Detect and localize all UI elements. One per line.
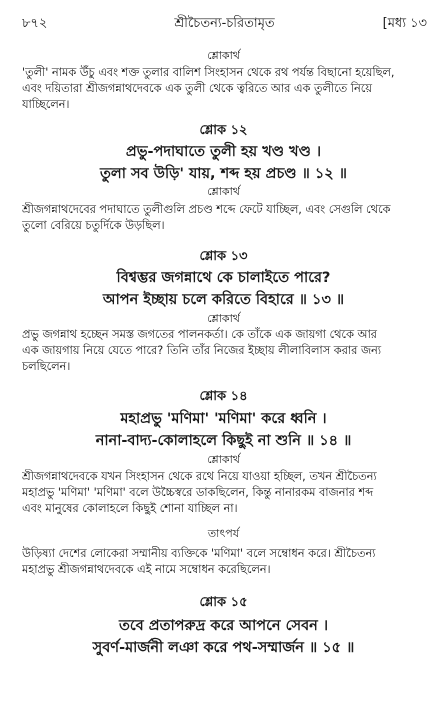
prose-line: 'তুলী' নামক উঁচু এবং শক্ত তুলার বালিশ সিংহাসন থেকে রথ পর্যন্ত বিছানো হয়েছিল, xyxy=(22,66,395,79)
prose-line: শ্রীজগন্নাথদেবকে যখন সিংহাসন থেকে রথে নিয়ে যাওয়া হচ্ছিল, তখন শ্রীচৈতন্য xyxy=(22,470,377,483)
prose-line: মহাপ্রভু শ্রীজগন্নাথদেবকে এই নামে সম্বোধন করেছিলেন। xyxy=(22,563,271,576)
book-title: শ্রীচৈতন্য-চরিতামৃত xyxy=(174,16,275,31)
page-number: ৮৭২ xyxy=(22,16,48,31)
page-header xyxy=(22,14,427,34)
purport-label: তাৎপর্য xyxy=(207,527,240,540)
shloka-heading: শ্লোক ১৫ xyxy=(199,595,248,610)
prose-line: এক জায়গায় নিয়ে যেতে পারে? তিনি তাঁর নিজের ইচ্ছায় লীলাবিলাস করার জন্য xyxy=(22,344,382,357)
translation-label: শ্লোকার্থ xyxy=(207,453,240,466)
shloka-heading: শ্লোক ১৪ xyxy=(199,389,248,404)
translation-label: শ্লোকার্থ xyxy=(207,49,240,62)
prose-line: এবং দয়িতারা শ্রীজগন্নাথদেবকে এক তুলী থেকে ত্বরিতে আর এক তুলীতে নিয়ে xyxy=(22,82,372,95)
verse-line: প্রভু-পদাঘাতে তুলী হয় খণ্ড খণ্ড । xyxy=(125,144,322,160)
prose-line: মহাপ্রভু 'মণিমা' 'মণিমা' বলে উচ্চৈস্বরে ডাকছিলেন, কিন্তু নানারকম বাজনার শব্দ xyxy=(22,486,374,499)
prose-line: শ্রীজগন্নাথদেবের পদাঘাতে তুলীগুলি প্রচণ্ড শব্দে ফেটে যাচ্ছিল, এবং সেগুলি থেকে xyxy=(22,203,391,216)
prose-line: উড়িষ্যা দেশের লোকেরা সম্মানীয় ব্যক্তিকে 'মণিমা' বলে সম্বোধন করে। শ্রীচৈতন্য xyxy=(22,547,376,560)
prose-line: তুলো বেরিয়ে চতুর্দিকে উড়ছিল। xyxy=(22,219,165,232)
translation-label: শ্লোকার্থ xyxy=(207,312,240,325)
verse-line: তবে প্রতাপরুদ্র করে আপনে সেবন । xyxy=(118,618,329,634)
verse-line: তুলা সব উড়ি' যায়, শব্দ হয় প্রচণ্ড ॥ ১২ ॥ xyxy=(100,166,347,182)
verse-line: বিশ্বম্ভর জগন্নাথে কে চালাইতে পারে? xyxy=(116,270,331,286)
shloka-heading: শ্লোক ১৩ xyxy=(199,249,248,264)
prose-line: এবং মানুষের কোলাহলে কিছুই শোনা যাচ্ছিল না। xyxy=(22,502,238,515)
chapter-marker: [মধ্য ১৩ xyxy=(382,16,427,31)
verse-line: নানা-বাদ্য-কোলাহলে কিছুই না শুনি ॥ ১৪ ॥ xyxy=(95,433,352,449)
verse-line: সুবর্ণ-মার্জনী লঞা করে পথ-সম্মার্জন ॥ ১৫ ॥ xyxy=(92,640,355,656)
prose-line: যাচ্ছিলেন। xyxy=(22,98,70,111)
translation-label: শ্লোকার্থ xyxy=(207,185,240,198)
verse-line: আপন ইচ্ছায় চলে করিতে বিহারে ॥ ১৩ ॥ xyxy=(102,292,345,308)
shloka-heading: শ্লোক ১২ xyxy=(199,123,248,138)
verse-line: মহাপ্রভু 'মণিমা' 'মণিমা' করে ধ্বনি । xyxy=(120,411,327,427)
prose-line: প্রভু জগন্নাথ হচ্ছেন সমস্ত জগতের পালনকর্তা। কে তাঁকে এক জায়গা থেকে আর xyxy=(22,328,377,341)
prose-line: চলছিলেন। xyxy=(22,360,71,373)
